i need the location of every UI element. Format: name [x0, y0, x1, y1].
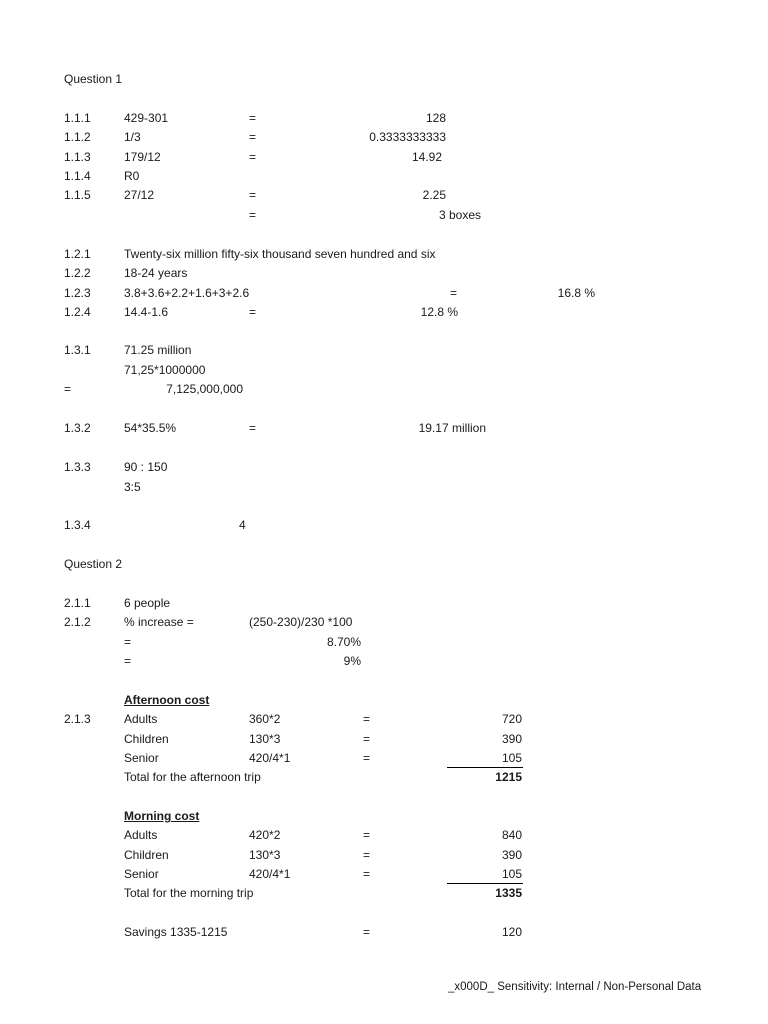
answer-value: 4	[239, 518, 246, 532]
savings-value: 120	[501, 925, 522, 939]
expression: 54*35.5%	[124, 421, 177, 435]
afternoon-cost-heading: Afternoon cost	[124, 693, 210, 707]
equals-sign: =	[249, 130, 257, 144]
row-number: 1.1.3	[64, 150, 91, 164]
equals-sign: =	[124, 654, 132, 668]
equals-sign: =	[249, 208, 257, 222]
cost-value: 105	[501, 751, 522, 765]
equals-sign: =	[249, 150, 257, 164]
equals-sign: =	[363, 925, 371, 939]
result: 3 boxes	[438, 208, 481, 222]
cost-calc: 360*2	[249, 712, 281, 726]
equals-sign: =	[64, 382, 72, 396]
cost-calc: 420/4*1	[249, 867, 291, 881]
row-number: 1.1.2	[64, 130, 91, 144]
row-number: 1.3.2	[64, 421, 91, 435]
cost-label: Senior	[124, 867, 159, 881]
expression: 429-301	[124, 111, 169, 125]
row-number: 1.2.3	[64, 286, 91, 300]
result: 16.8 %	[557, 286, 595, 300]
equals-sign: =	[363, 751, 371, 765]
result: 19.17 million	[418, 421, 486, 435]
expression: 3.8+3.6+2.2+1.6+3+2.6	[124, 286, 250, 300]
result: 0.3333333333	[369, 130, 446, 144]
expression: (250-230)/230 *100	[249, 615, 353, 629]
expression: 71,25*1000000	[124, 363, 206, 377]
cost-label: Adults	[124, 828, 158, 842]
label: % increase =	[124, 615, 194, 629]
cost-value: 720	[501, 712, 522, 726]
cost-label: Children	[124, 732, 169, 746]
answer-text: 3:5	[124, 480, 141, 494]
sensitivity-footer: _x000D_ Sensitivity: Internal / Non-Personal Data	[448, 981, 702, 993]
total-label: Total for the morning trip	[124, 886, 254, 900]
equals-sign: =	[363, 732, 371, 746]
row-number: 1.3.4	[64, 518, 91, 532]
sum-underline	[447, 883, 523, 884]
question-2-heading: Question 2	[64, 557, 123, 571]
cost-calc: 130*3	[249, 732, 281, 746]
equals-sign: =	[249, 188, 257, 202]
row-number: 1.2.4	[64, 305, 91, 319]
result: 9%	[343, 654, 361, 668]
expression: 1/3	[124, 130, 141, 144]
expression: 27/12	[124, 188, 155, 202]
row-number: 1.3.3	[64, 460, 91, 474]
answer-text: Twenty-six million fifty-six thousand seven hundred and six	[124, 247, 436, 261]
cost-label: Senior	[124, 751, 159, 765]
row-number: 1.2.2	[64, 266, 91, 280]
result: 8.70%	[326, 635, 361, 649]
cost-calc: 420/4*1	[249, 751, 291, 765]
question-1-heading: Question 1	[64, 72, 123, 86]
cost-value: 105	[501, 867, 522, 881]
total-label: Total for the afternoon trip	[124, 770, 261, 784]
total-value: 1215	[495, 770, 522, 784]
equals-sign: =	[124, 635, 132, 649]
equals-sign: =	[363, 867, 371, 881]
sum-underline	[447, 767, 523, 768]
row-number: 1.3.1	[64, 343, 91, 357]
result: 2.25	[422, 188, 446, 202]
cost-label: Adults	[124, 712, 158, 726]
row-number: 2.1.1	[64, 596, 91, 610]
row-number: 1.1.4	[64, 169, 91, 183]
equals-sign: =	[249, 111, 257, 125]
cost-calc: 130*3	[249, 848, 281, 862]
equals-sign: =	[363, 848, 371, 862]
morning-cost-heading: Morning cost	[124, 809, 200, 823]
answer-text: 6 people	[124, 596, 171, 610]
expression: R0	[124, 169, 140, 183]
cost-value: 840	[501, 828, 522, 842]
expression: 14.4-1.6	[124, 305, 169, 319]
result: 7,125,000,000	[166, 382, 243, 396]
row-number: 1.2.1	[64, 247, 91, 261]
cost-calc: 420*2	[249, 828, 281, 842]
cost-label: Children	[124, 848, 169, 862]
expression: 179/12	[124, 150, 161, 164]
equals-sign: =	[363, 828, 371, 842]
result: 128	[425, 111, 446, 125]
equals-sign: =	[249, 305, 257, 319]
equals-sign: =	[363, 712, 371, 726]
row-number: 2.1.3	[64, 712, 91, 726]
answer-text: 90 : 150	[124, 460, 168, 474]
cost-value: 390	[501, 848, 522, 862]
result: 12.8 %	[420, 305, 458, 319]
result: 14.92	[411, 150, 442, 164]
row-number: 1.1.1	[64, 111, 91, 125]
answer-text: 18-24 years	[124, 266, 188, 280]
row-number: 2.1.2	[64, 615, 91, 629]
cost-value: 390	[501, 732, 522, 746]
row-number: 1.1.5	[64, 188, 91, 202]
total-value: 1335	[495, 886, 522, 900]
equals-sign: =	[450, 286, 458, 300]
savings-label: Savings 1335-1215	[124, 925, 228, 939]
answer-text: 71.25 million	[124, 343, 192, 357]
equals-sign: =	[249, 421, 257, 435]
